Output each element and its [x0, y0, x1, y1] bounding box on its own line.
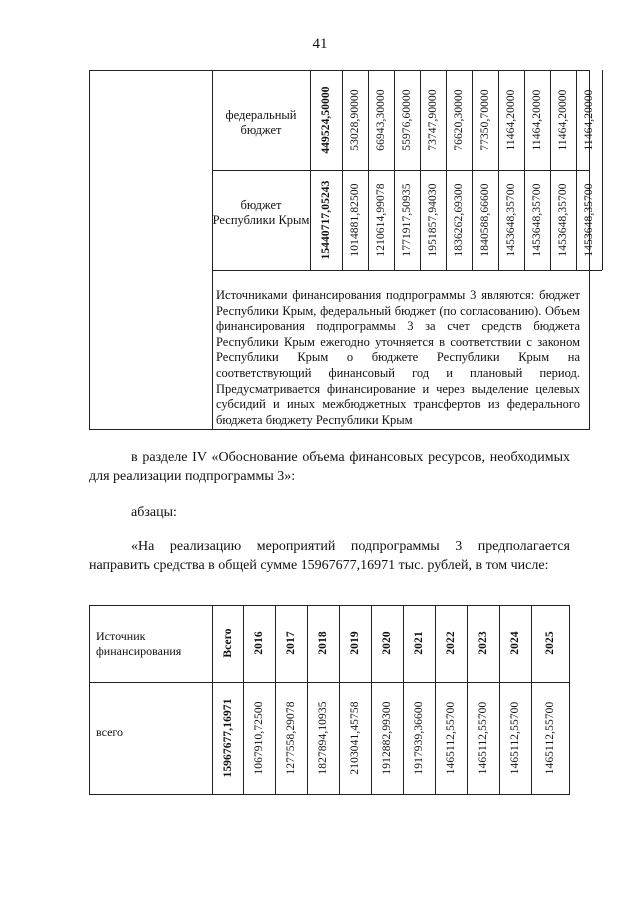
table-cell: 53028,90000 [349, 89, 361, 151]
table-cell: 55976,60000 [401, 89, 413, 151]
table-cell: 1465112,55700 [544, 701, 556, 775]
table-cell: 1453648,35700 [505, 183, 517, 257]
table-cell: 1912882,99300 [381, 701, 393, 775]
table-cell: 66943,30000 [375, 89, 387, 151]
table-cell: 1771917,50935 [401, 183, 413, 257]
financing-table [89, 605, 570, 795]
table-cell: 1465112,55700 [445, 701, 457, 775]
page-number: 41 [312, 36, 328, 52]
table-cell: 1836262,69300 [453, 183, 465, 257]
column-header-year: 2021 [413, 631, 425, 655]
header-source-of-funding: Источник финансирования [96, 629, 182, 658]
table-cell: 1277558,29078 [285, 701, 297, 775]
table-cell: 1840588,66600 [479, 183, 491, 257]
table-cell: 1014881,82500 [349, 183, 361, 257]
table-cell: 1465112,55700 [509, 701, 521, 775]
column-header-total: Всего [222, 628, 234, 658]
row-label-federal-budget: федеральный бюджет [225, 108, 297, 137]
table-cell: 1827894,10935 [317, 701, 329, 775]
column-header-year: 2018 [317, 631, 329, 655]
table-cell: 1210614,99078 [375, 183, 387, 257]
federal-total-cell: 449524,50000 [320, 86, 332, 154]
total-amount-cell: 15967677,16971 [222, 698, 234, 778]
table-cell: 1951857,94030 [427, 183, 439, 257]
column-header-year: 2023 [477, 631, 489, 655]
column-header-year: 2020 [381, 631, 393, 655]
table-cell: 1917939,36600 [413, 701, 425, 775]
table-cell: 11464,20000 [583, 89, 595, 151]
table-cell: 11464,20000 [505, 89, 517, 151]
paragraphs-label: абзацы: [131, 505, 177, 520]
column-header-year: 2025 [544, 631, 556, 655]
column-header-year: 2019 [349, 631, 361, 655]
financing-sources-paragraph: Источниками финансирования подпрограммы 3 являются: бюджет Республики Крым, федеральный бюджет (по согласованию). Объем финансирования подпрограммы 3 за счет средств бюджета Республики Крым ежегодно уточняется в соответствии с законом Республики Крым о бюджете Республики Крым на соответствующий финансовый год и плановый период. Предусматривается финансирование и через выделение целевых субсидий и иных межбюджетных трансфертов из федерального бюджета бюджету Республики Крым [216, 288, 580, 427]
table-cell: 11464,20000 [557, 89, 569, 151]
column-header-year: 2016 [253, 631, 265, 655]
crimea-total-cell: 15440717,05243 [320, 180, 332, 260]
row-label-crimea-budget: бюджет Республики Крым [212, 198, 310, 227]
column-header-year: 2022 [445, 631, 457, 655]
column-header-year: 2024 [509, 631, 521, 655]
table-cell: 1067910,72500 [253, 701, 265, 775]
table-cell: 1465112,55700 [477, 701, 489, 775]
table-cell: 11464,20000 [531, 89, 543, 151]
table-cell: 76620,30000 [453, 89, 465, 151]
financing-table-continued [89, 70, 595, 430]
table-cell: 2103041,45758 [349, 701, 361, 775]
table-cell: 1453648,35700 [557, 183, 569, 257]
table-cell: 73747,90000 [427, 89, 439, 151]
row-label-total: всего [96, 725, 124, 739]
table-cell: 1453648,35700 [583, 183, 595, 257]
section-iv-reference: в разделе IV «Обоснование объема финансовых ресурсов, необходимых для реализации подпрограммы 3»: [89, 450, 570, 484]
table-cell: 77350,70000 [479, 89, 491, 151]
table-cell: 1453648,35700 [531, 183, 543, 257]
allocation-intro: «На реализацию мероприятий подпрограммы 3 предполагается направить средства в общей сумме 15967677,16971 тыс. рублей, в том числе: [89, 539, 570, 573]
column-header-year: 2017 [285, 631, 297, 655]
